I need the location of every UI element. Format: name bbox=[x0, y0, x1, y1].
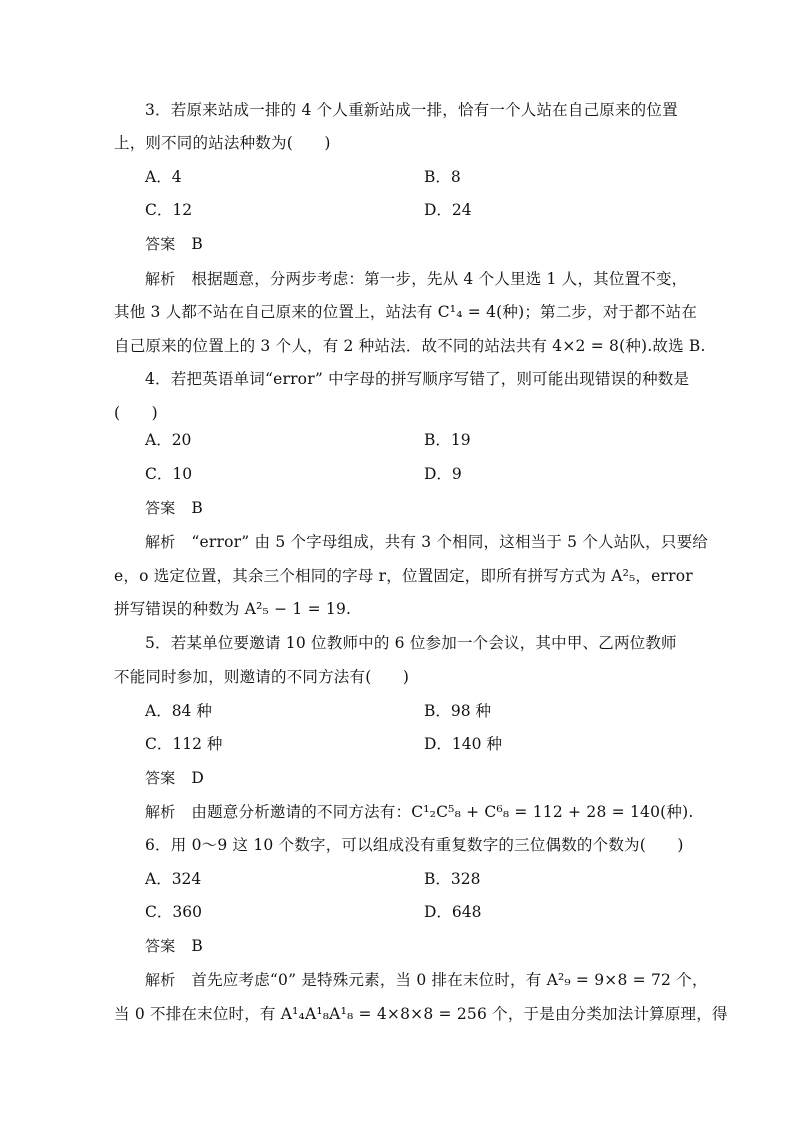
answer-label: 答案 bbox=[145, 235, 176, 253]
analysis-label: 解析 bbox=[145, 533, 176, 551]
q5-option-a: A．84 种 bbox=[145, 702, 212, 720]
answer-value: B bbox=[191, 235, 203, 253]
q3-option-c: C．12 bbox=[145, 201, 193, 219]
q3-option-d: D．24 bbox=[424, 201, 472, 219]
q6-stem-line-1: 6．用 0～9 这 10 个数字，可以组成没有重复数字的三位偶数的个数为( ) bbox=[145, 836, 684, 854]
q6-analysis-line-2: 当 0 不排在末位时，有 A¹₄A¹₈A¹₈ = 4×8×8 = 256 个，于是由分类加法计算原理，得 bbox=[114, 1005, 728, 1023]
q5-analysis-line-1 bbox=[145, 801, 711, 823]
q4-option-b: B．19 bbox=[424, 431, 471, 449]
analysis-text: 首先应考虑“0” 是特殊元素，当 0 排在末位时，有 A²₉ = 9×8 = 72 个， bbox=[191, 971, 708, 989]
q5-stem-line-2: 不能同时参加，则邀请的不同方法有( ) bbox=[114, 668, 410, 686]
q6-option-c: C．360 bbox=[145, 903, 202, 921]
analysis-label: 解析 bbox=[145, 803, 176, 821]
q6-option-b: B．328 bbox=[424, 870, 481, 888]
q3-analysis-line-2: 其他 3 人都不站在自己原来的位置上，站法有 C¹₄ = 4(种)；第二步，对于都不站在 bbox=[114, 303, 698, 321]
answer-value: D bbox=[191, 769, 205, 787]
q4-analysis-line-2: e，o 选定位置，其余三个相同的字母 r，位置固定，即所有拼写方式为 A²₅，error bbox=[114, 567, 693, 585]
q4-stem-line-2: ( ) bbox=[114, 404, 158, 422]
answer-label: 答案 bbox=[145, 499, 176, 517]
q6-option-d: D．648 bbox=[424, 903, 482, 921]
q4-answer bbox=[145, 497, 711, 519]
q4-option-c: C．10 bbox=[145, 465, 193, 483]
answer-label: 答案 bbox=[145, 769, 176, 787]
q6-analysis-line-1 bbox=[145, 969, 711, 991]
analysis-text: 由题意分析邀请的不同方法有：C¹₂C⁵₈ + C⁶₈ = 112 + 28 = 140(种). bbox=[191, 803, 694, 821]
q5-stem-line-1: 5．若某单位要邀请 10 位教师中的 6 位参加一个会议，其中甲、乙两位教师 bbox=[145, 634, 677, 652]
q3-option-a: A．4 bbox=[145, 168, 182, 186]
q4-analysis-line-1 bbox=[145, 531, 711, 553]
q3-stem-line-1: 3．若原来站成一排的 4 个人重新站成一排，恰有一个人站在自己原来的位置 bbox=[145, 101, 678, 119]
q5-option-b: B．98 种 bbox=[424, 702, 492, 720]
answer-value: B bbox=[191, 499, 203, 517]
q3-stem-line-2: 上，则不同的站法种数为( ) bbox=[114, 134, 331, 152]
q3-answer bbox=[145, 233, 711, 255]
q4-option-a: A．20 bbox=[145, 431, 192, 449]
q3-analysis-line-3: 自己原来的位置上的 3 个人，有 2 种站法．故不同的站法共有 4×2 = 8(种).故选 B. bbox=[114, 337, 706, 355]
q4-stem-line-1: 4．若把英语单词“error” 中字母的拼写顺序写错了，则可能出现错误的种数是 bbox=[145, 370, 690, 388]
analysis-label: 解析 bbox=[145, 270, 176, 288]
analysis-label: 解析 bbox=[145, 971, 176, 989]
q5-answer bbox=[145, 767, 711, 789]
q6-answer bbox=[145, 935, 711, 957]
q3-analysis-line-1 bbox=[145, 268, 711, 290]
q3-option-b: B．8 bbox=[424, 168, 461, 186]
q5-option-d: D．140 种 bbox=[424, 735, 502, 753]
analysis-text: 根据题意，分两步考虑：第一步，先从 4 个人里选 1 人，其位置不变， bbox=[191, 270, 688, 288]
q6-option-a: A．324 bbox=[145, 870, 202, 888]
analysis-text: “error” 由 5 个字母组成，共有 3 个相同，这相当于 5 个人站队，只要给 bbox=[191, 533, 708, 551]
q5-option-c: C．112 种 bbox=[145, 735, 223, 753]
q4-option-d: D．9 bbox=[424, 465, 462, 483]
answer-value: B bbox=[191, 937, 203, 955]
q4-analysis-line-3: 拼写错误的种数为 A²₅ − 1 = 19. bbox=[114, 600, 352, 618]
answer-label: 答案 bbox=[145, 937, 176, 955]
